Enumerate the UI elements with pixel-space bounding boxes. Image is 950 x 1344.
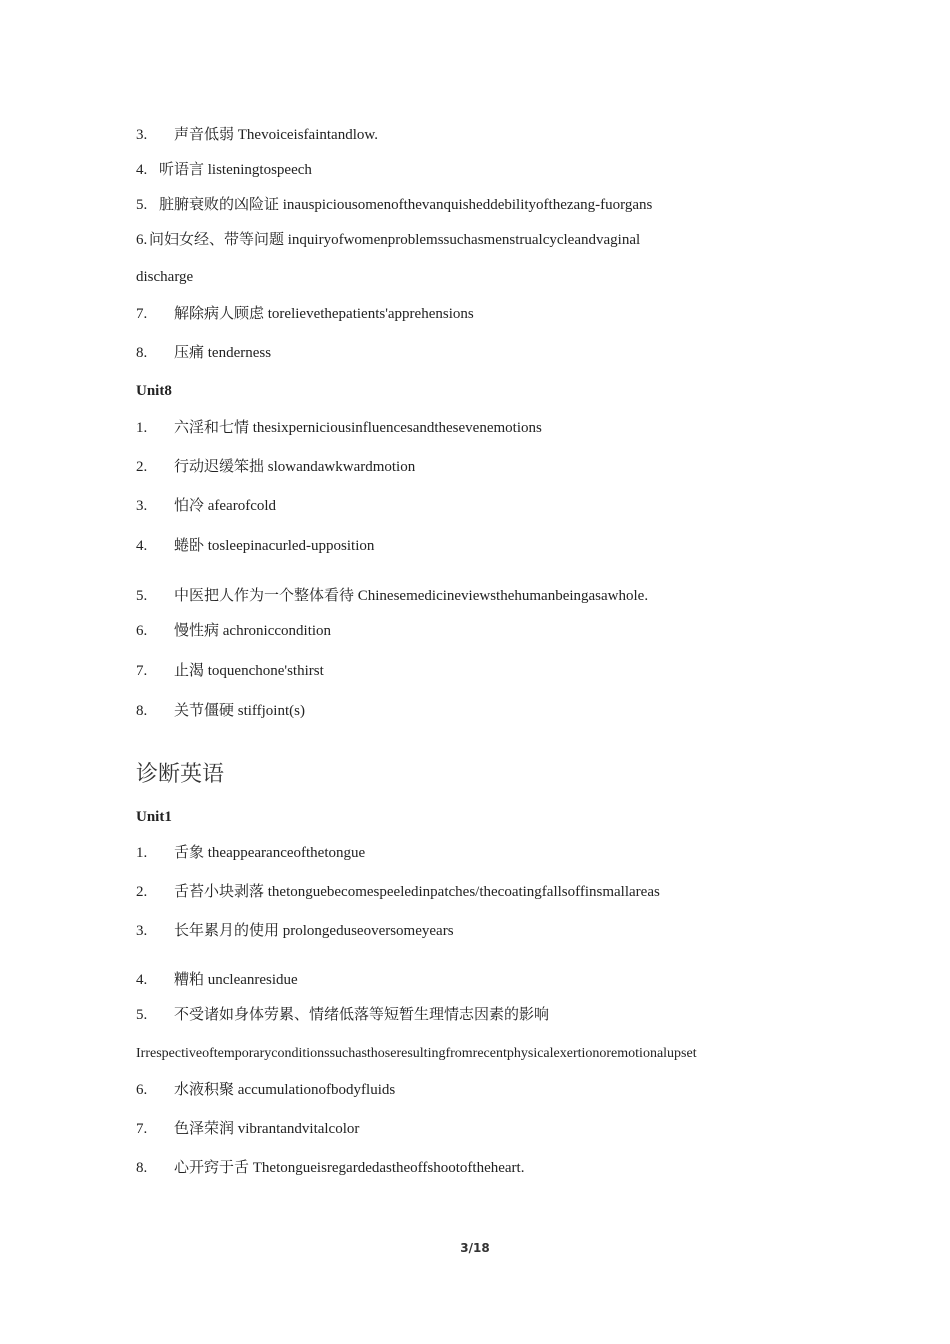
list-item: 4. 听语言 listeningtospeech <box>136 162 312 178</box>
page-number: 3/18 <box>460 1241 490 1255</box>
list-item: 7. 解除病人顾虑 torelievethepatients'apprehensions <box>136 306 474 322</box>
list-item: 5. 脏腑衰败的凶险证 inauspiciousomenofthevanquisheddebilityofthezang-fuorgans <box>136 197 653 213</box>
list-item-continuation: Irrespectiveoftemporaryconditionssuchasthoseresultingfromrecentphysicalexertionoremotionalupset <box>136 1046 697 1061</box>
section-heading: 诊断英语 <box>136 761 225 786</box>
list-item: 6. 水液积聚 accumulationofbodyfluids <box>136 1082 396 1098</box>
list-item-text: 舌苔小块剥落 thetonguebecomespeeledinpatches/thecoatingfallsoffinsmallareas <box>174 884 660 900</box>
list-item: 6. 慢性病 achroniccondition <box>136 623 332 639</box>
list-item-text: 不受诸如身体劳累、情绪低落等短暂生理情志因素的影响 <box>174 1007 550 1023</box>
list-item-text: 蜷卧 tosleepinacurled-upposition <box>174 538 375 554</box>
list-item-continuation: discharge <box>136 269 194 285</box>
list-item: 3. 怕冷 afearofcold <box>136 498 277 514</box>
list-item: 5. 不受诸如身体劳累、情绪低落等短暂生理情志因素的影响 <box>136 1007 550 1023</box>
list-item-text: 行动迟缓笨拙 slowandawkwardmotion <box>174 459 416 475</box>
list-item: 1. 六淫和七情 thesixperniciousinfluencesandthesevenemotions <box>136 420 542 436</box>
list-item: 7. 止渴 toquenchone'sthirst <box>136 663 324 679</box>
list-item-text: 听语言 listeningtospeech <box>159 162 312 178</box>
list-item: 4. 蜷卧 tosleepinacurled-upposition <box>136 538 375 554</box>
list-item-text: 舌象 theappearanceofthetongue <box>174 845 366 861</box>
list-item: 8. 心开窍于舌 Thetongueisregardedastheoffshootoftheheart. <box>136 1160 525 1176</box>
list-item-text: 六淫和七情 thesixperniciousinfluencesandthesevenemotions <box>174 420 542 436</box>
list-item: 5. 中医把人作为一个整体看待 Chinesemedicineviewsthehumanbeingasawhole. <box>136 588 649 604</box>
list-item-text: 长年累月的使用 prolongeduseoversomeyears <box>174 923 454 939</box>
list-item-text: 怕冷 afearofcold <box>174 498 277 514</box>
list-item: 2. 行动迟缓笨拙 slowandawkwardmotion <box>136 459 416 475</box>
unit-title: Unit8 <box>136 383 172 399</box>
list-item: 4. 糟粕 uncleanresidue <box>136 972 298 988</box>
list-item-text: 止渴 toquenchone'sthirst <box>174 663 324 679</box>
list-item-text: 问妇女经、带等问题 inquiryofwomenproblemssuchasmenstrualcycleandvaginal <box>149 232 641 248</box>
list-item-text: 脏腑衰败的凶险证 inauspiciousomenofthevanquisheddebilityofthezang-fuorgans <box>159 197 653 213</box>
list-item-text: 心开窍于舌 Thetongueisregardedastheoffshootoftheheart. <box>174 1160 525 1176</box>
list-item: 8. 关节僵硬 stiffjoint(s) <box>136 703 305 719</box>
list-item: 3. 声音低弱 Thevoiceisfaintandlow. <box>136 127 378 143</box>
list-item-text: 压痛 tenderness <box>174 345 272 361</box>
list-item: 7. 色泽荣润 vibrantandvitalcolor <box>136 1121 360 1137</box>
list-item-text: 关节僵硬 stiffjoint(s) <box>174 703 305 719</box>
list-item: 3. 长年累月的使用 prolongeduseoversomeyears <box>136 923 454 939</box>
unit-title: Unit1 <box>136 809 172 825</box>
list-item-text: 解除病人顾虑 torelievethepatients'apprehensions <box>174 306 474 322</box>
list-item-text: 糟粕 uncleanresidue <box>174 972 298 988</box>
list-item-text: 中医把人作为一个整体看待 Chinesemedicineviewsthehumanbeingasawhole. <box>174 588 649 604</box>
list-item: 2. 舌苔小块剥落 thetonguebecomespeeledinpatches/thecoatingfallsoffinsmallareas <box>136 884 660 900</box>
list-item: 1. 舌象 theappearanceofthetongue <box>136 845 366 861</box>
list-item-text: 水液积聚 accumulationofbodyfluids <box>174 1082 396 1098</box>
list-item-text: 声音低弱 Thevoiceisfaintandlow. <box>174 127 378 143</box>
list-item: 6. 问妇女经、带等问题 inquiryofwomenproblemssuchasmenstrualcycleandvaginal <box>136 232 641 248</box>
list-item: 8. 压痛 tenderness <box>136 345 272 361</box>
list-item-text: 慢性病 achroniccondition <box>174 623 332 639</box>
list-item-text: 色泽荣润 vibrantandvitalcolor <box>174 1121 360 1137</box>
